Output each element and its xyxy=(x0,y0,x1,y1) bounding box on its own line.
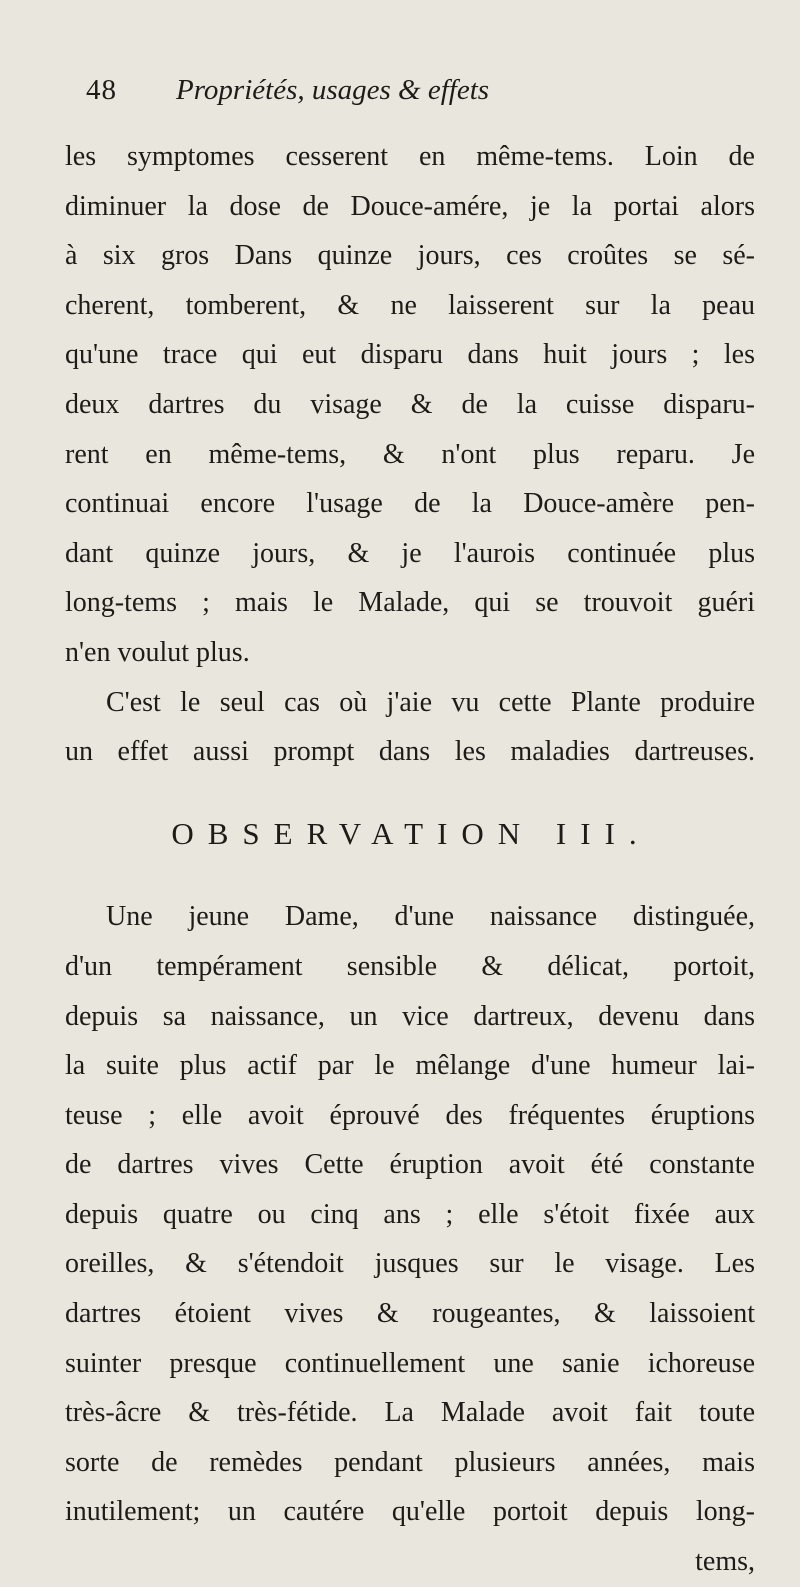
text-line: long-tems ; mais le Malade, qui se trouvoit guéri xyxy=(65,587,755,619)
text-line: à six gros Dans quinze jours, ces croûtes se sé- xyxy=(65,240,755,272)
text-line: depuis sa naissance, un vice dartreux, devenu dans xyxy=(65,1000,755,1032)
text-line: sorte de remèdes pendant plusieurs années, mais xyxy=(65,1446,755,1478)
text-line: n'en voulut plus. xyxy=(65,636,250,668)
body-text xyxy=(48,132,760,1587)
page-number: 48 xyxy=(86,74,117,106)
text-line: tems, xyxy=(695,1546,755,1578)
text-line: les symptomes cesserent en même-tems. Loin de xyxy=(65,141,755,172)
text-line: suinter presque continuellement une sanie ichoreuse xyxy=(65,1347,755,1379)
text-line: dartres étoient vives & rougeantes, & laissoient xyxy=(65,1298,755,1330)
text-line: oreilles, & s'étendoit jusques sur le visage. Les xyxy=(65,1248,755,1280)
text-line: continuai encore l'usage de la Douce-amère pen- xyxy=(65,488,755,520)
text-line: un effet aussi prompt dans les maladies dartreuses. xyxy=(65,736,755,768)
paragraph-observation xyxy=(48,892,760,1586)
text-line: la suite plus actif par le mêlange d'une humeur lai- xyxy=(65,1050,755,1082)
text-line: deux dartres du visage & de la cuisse disparu- xyxy=(65,388,755,420)
running-title: Propriétés, usages & effets xyxy=(176,74,490,106)
text-line: rent en même-tems, & n'ont plus reparu. Je xyxy=(65,438,755,470)
text-line: dant quinze jours, & je l'aurois continuée plus xyxy=(65,537,755,569)
text-line: très-âcre & très-fétide. La Malade avoit fait toute xyxy=(65,1397,755,1429)
text-line: teuse ; elle avoit éprouvé des fréquentes éruptions xyxy=(65,1099,755,1131)
text-line: de dartres vives Cette éruption avoit été constante xyxy=(65,1149,755,1181)
text-line: Une jeune Dame, d'une naissance distinguée, xyxy=(106,901,755,933)
text-line: inutilement; un cautére qu'elle portoit depuis long- xyxy=(65,1496,755,1528)
paragraph-conclusion xyxy=(48,678,760,777)
text-line: diminuer la dose de Douce-amére, je la portai alors xyxy=(65,190,755,222)
text-line: qu'une trace qui eut disparu dans huit jours ; les xyxy=(65,339,755,371)
text-line: depuis quatre ou cinq ans ; elle s'étoit fixée aux xyxy=(65,1198,755,1230)
text-line: cherent, tomberent, & ne laisserent sur la peau xyxy=(65,289,755,321)
text-line: d'un tempérament sensible & délicat, portoit, xyxy=(65,950,755,982)
running-head xyxy=(86,74,760,126)
text-line: C'est le seul cas où j'aie vu cette Plante produire xyxy=(106,686,755,718)
section-heading: OBSERVATION III. xyxy=(171,815,651,851)
paragraph-continuation xyxy=(48,132,760,678)
